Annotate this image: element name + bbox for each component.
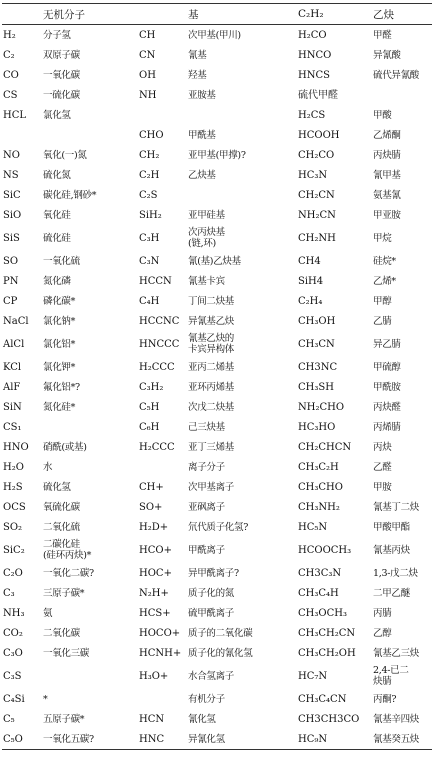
- table-cell: CH₃C₄H: [298, 587, 339, 599]
- table-cell: 水合氢离子: [188, 670, 235, 682]
- table-cell: SiH4: [298, 275, 324, 287]
- table-row: [2, 357, 432, 377]
- table-cell: 一硫化碳: [43, 89, 80, 101]
- table-cell: C₂: [3, 49, 15, 61]
- table-row: [2, 185, 432, 205]
- table-cell: H₂: [3, 29, 16, 41]
- table-cell: CH3NC: [298, 361, 338, 373]
- table-row: [2, 205, 432, 225]
- header-cell: 无机分子: [43, 8, 85, 21]
- table-cell: 氰甲基: [373, 169, 401, 181]
- table-cell: PN: [3, 275, 19, 287]
- table-cell: CH₃CHO: [298, 481, 343, 493]
- table-cell: 异甲酰离子?: [188, 567, 239, 579]
- table-cell: OCS: [3, 501, 26, 513]
- table-cell: 甲酰胺: [373, 381, 401, 393]
- table-cell: [138, 105, 187, 125]
- table-cell: 磷化碳*: [43, 295, 76, 307]
- table-cell: CP: [3, 295, 18, 307]
- table-cell: 1,3-戊二炔: [373, 567, 418, 579]
- table-row: [2, 517, 432, 537]
- table-cell: 一氧化三碳: [43, 647, 90, 659]
- table-row: [2, 729, 432, 750]
- table-cell: 氰化氢: [188, 713, 216, 725]
- table-cell: NaCl: [3, 315, 29, 327]
- table-cell: H₂CCC: [139, 361, 175, 373]
- table-cell: 乙腈: [373, 315, 392, 327]
- table-cell: 异乙腈: [373, 338, 401, 350]
- table-cell: C₂H₄: [298, 295, 323, 307]
- table-cell: 氨基氰: [373, 189, 401, 201]
- table-cell: C₃H: [139, 232, 160, 244]
- table-cell: C₂H: [139, 169, 160, 181]
- table-cell: [187, 185, 297, 205]
- table-cell: 次丙炔基 (链,环): [188, 227, 225, 249]
- table-cell: AlCl: [3, 338, 25, 350]
- table-cell: 亚环丙烯基: [188, 381, 235, 393]
- table-row: [2, 583, 432, 603]
- table-cell: 甲酰离子: [188, 544, 225, 556]
- table-cell: SiC₂: [3, 544, 25, 556]
- table-cell: 二氧化碳: [43, 627, 80, 639]
- table-cell: SiH₂: [139, 209, 162, 221]
- table-cell: HCOOH: [298, 129, 340, 141]
- table-cell: 氮化硅*: [43, 401, 76, 413]
- table-cell: 氰基癸五炔: [373, 733, 420, 745]
- table-cell: C₃S: [3, 670, 22, 682]
- table-cell: 亚丁三烯基: [188, 441, 235, 453]
- table-cell: 离子分子: [188, 461, 225, 473]
- table-row: [2, 377, 432, 397]
- table-cell: 氰基乙炔的 卡宾异构体: [188, 333, 235, 355]
- table-cell: OH: [139, 69, 156, 81]
- table-cell: 甲醇: [373, 295, 392, 307]
- table-row: [2, 251, 432, 271]
- table-cell: 质子化的氰化氢: [188, 647, 253, 659]
- table-cell: HNCS: [298, 69, 330, 81]
- table-row: [2, 65, 432, 85]
- table-cell: C₂O: [3, 567, 23, 579]
- table-cell: HCL: [3, 109, 27, 121]
- table-row: [2, 397, 432, 417]
- table-cell: HC₃HO: [298, 421, 336, 433]
- table-cell: SiN: [3, 401, 22, 413]
- table-cell: HCOOCH₃: [298, 544, 352, 556]
- table-cell: 硫代异氰酸: [373, 69, 420, 81]
- table-cell: 硫化氮: [43, 169, 71, 181]
- table-cell: [138, 689, 187, 709]
- table-cell: 丙腈: [373, 607, 392, 619]
- table-cell: H₂S: [3, 481, 23, 493]
- table-cell: CH4: [298, 255, 321, 267]
- table-row: [2, 497, 432, 517]
- header-cell: [138, 4, 187, 25]
- table-row: [2, 643, 432, 663]
- table-cell: 氮化磷: [43, 275, 71, 287]
- table-cell: 硝酰(或基): [43, 441, 87, 453]
- header-cell: 基: [188, 8, 199, 21]
- table-cell: CH: [139, 29, 156, 41]
- table-cell: CHO: [139, 129, 164, 141]
- table-cell: CH₂CO: [298, 149, 335, 161]
- table-cell: HCS+: [139, 607, 171, 619]
- table-cell: CS: [3, 89, 18, 101]
- table-cell: 氰基卡宾: [188, 275, 225, 287]
- table-cell: N₂H+: [139, 587, 169, 599]
- table-row: [2, 311, 432, 331]
- table-cell: CH₂CHCN: [298, 441, 352, 453]
- table-row: [2, 563, 432, 583]
- table-cell: 次甲基离子: [188, 481, 235, 493]
- table-cell: 甲胺: [373, 481, 392, 493]
- table-cell: 次甲基(甲川): [188, 29, 241, 41]
- table-cell: 氯化钠*: [43, 315, 76, 327]
- table-cell: 乙烯*: [373, 275, 396, 287]
- table-cell: [187, 105, 297, 125]
- table-cell: C₄H: [139, 295, 160, 307]
- table-cell: 异氰酸: [373, 49, 401, 61]
- table-cell: HC₉N: [298, 733, 328, 745]
- table-cell: 亚甲硅基: [188, 209, 225, 221]
- table-cell: 乙醇: [373, 627, 392, 639]
- table-cell: 甲酰基: [188, 129, 216, 141]
- table-cell: H₂CS: [298, 109, 326, 121]
- table-cell: HCCNC: [139, 315, 180, 327]
- table-cell: 丁间二炔基: [188, 295, 235, 307]
- table-cell: 质子化的氮: [188, 587, 235, 599]
- table-row: [2, 271, 432, 291]
- table-cell: CH3CH3CO: [298, 713, 360, 725]
- table-row: [2, 437, 432, 457]
- table-cell: *: [43, 693, 48, 705]
- table-cell: 硫化氢: [43, 481, 71, 493]
- table-row: [2, 709, 432, 729]
- header-cell: C₂H₂: [298, 8, 324, 20]
- table-cell: 乙炔基: [188, 169, 216, 181]
- table-cell: 甲硫醇: [373, 361, 401, 373]
- table-cell: CH₃OCH₃: [298, 607, 347, 619]
- table-cell: 乙醛: [373, 461, 392, 473]
- table-cell: 氯化铝*: [43, 338, 76, 350]
- table-cell: [42, 663, 138, 689]
- table-cell: 丙烯腈: [373, 421, 401, 433]
- table-cell: 氯化钾*: [43, 361, 76, 373]
- table-cell: 双原子碳: [43, 49, 80, 61]
- table-cell: 氰(基)乙炔基: [188, 255, 241, 267]
- table-cell: CH₃CH₂OH: [298, 647, 356, 659]
- table-cell: 有机分子: [188, 693, 225, 705]
- table-cell: [372, 85, 432, 105]
- table-cell: CH₃CH₂CN: [298, 627, 356, 639]
- table-row: [2, 85, 432, 105]
- table-cell: 硫甲酰离子: [188, 607, 235, 619]
- table-cell: CO: [3, 69, 19, 81]
- table-cell: 二氧化硫: [43, 521, 80, 533]
- table-cell: 氰基乙三炔: [373, 647, 420, 659]
- table-cell: 异氰基乙炔: [188, 315, 235, 327]
- table-cell: 氰基丁二炔: [373, 501, 420, 513]
- table-cell: 一氧化二碳?: [43, 567, 94, 579]
- table-cell: NH₃: [3, 607, 25, 619]
- table-cell: NH: [139, 89, 157, 101]
- table-cell: NH₂CHO: [298, 401, 345, 413]
- table-cell: C₄Si: [3, 693, 25, 705]
- table-cell: CH₃NH₂: [298, 501, 340, 513]
- table-row: [2, 537, 432, 563]
- table-cell: CH₂CN: [298, 189, 335, 201]
- table-cell: 硅烷*: [373, 255, 396, 267]
- table-cell: CH3C₃N: [298, 567, 342, 579]
- table-cell: HCN: [139, 713, 165, 725]
- table-cell: 氰基辛四炔: [373, 713, 420, 725]
- table-cell: 亚丙二烯基: [188, 361, 235, 373]
- table-cell: 甲亚胺: [373, 209, 401, 221]
- table-cell: C₅: [3, 713, 15, 725]
- table-cell: 氰基: [188, 49, 207, 61]
- table-cell: NS: [3, 169, 19, 181]
- table-row: [2, 225, 432, 251]
- table-cell: 氧化硅: [43, 209, 71, 221]
- table-cell: C₅H: [139, 401, 160, 413]
- table-cell: CH₃CN: [298, 338, 335, 350]
- table-row: [2, 689, 432, 709]
- table-cell: 甲酸: [373, 109, 392, 121]
- table-cell: 亚甲基(甲撑)?: [188, 149, 246, 161]
- table-row: [2, 331, 432, 357]
- table-cell: C₆H: [139, 421, 160, 433]
- table-cell: C₃: [3, 587, 15, 599]
- table-cell: 甲醛: [373, 29, 392, 41]
- table-cell: C₂S: [139, 189, 158, 201]
- table-cell: HC₅N: [298, 521, 328, 533]
- table-cell: KCl: [3, 361, 22, 373]
- table-cell: H₃O+: [139, 670, 169, 682]
- table-cell: SO: [3, 255, 19, 267]
- table-cell: 异氰化氢: [188, 733, 225, 745]
- table-cell: CH₂: [139, 149, 160, 161]
- table-cell: C₅O: [3, 733, 23, 745]
- table-cell: CH₃C₂H: [298, 461, 339, 473]
- table-row: [2, 291, 432, 311]
- table-cell: 一氧化碳: [43, 69, 80, 81]
- table-cell: HNC: [139, 733, 165, 745]
- table-cell: SiO: [3, 209, 22, 221]
- table-cell: 丙酮?: [373, 693, 397, 705]
- header-cell: [2, 4, 42, 25]
- table-row: [2, 125, 432, 145]
- table-cell: HCNH+: [139, 647, 182, 659]
- table-cell: 己三炔基: [188, 421, 225, 433]
- table-cell: [42, 417, 138, 437]
- table-cell: CH₃OH: [298, 315, 336, 327]
- table-cell: HNCCC: [139, 338, 180, 350]
- table-cell: 氘代质子化氢?: [188, 521, 248, 533]
- table-cell: 甲烷: [373, 232, 392, 244]
- table-cell: C₃H₂: [139, 381, 164, 393]
- table-cell: HOC+: [139, 567, 172, 579]
- table-cell: CH₂NH: [298, 232, 336, 244]
- table-cell: HCO+: [139, 544, 172, 556]
- table-cell: CH₃SH: [298, 381, 334, 393]
- table-cell: 碳化硅,钢砂*: [43, 189, 97, 201]
- table-cell: HOCO+: [139, 627, 181, 639]
- table-body: [2, 25, 432, 750]
- table-cell: NO: [3, 149, 20, 161]
- table-cell: 氯化氢: [43, 109, 71, 121]
- table-cell: SiS: [3, 232, 20, 244]
- table-row: [2, 457, 432, 477]
- table-cell: HC₃N: [298, 169, 328, 181]
- table-cell: 水: [43, 461, 53, 473]
- table-cell: 次戊二炔基: [188, 401, 235, 413]
- table-cell: 丙炔腈: [373, 149, 401, 161]
- table-cell: 二碳化硅 (硅环丙炔)*: [43, 539, 92, 561]
- table-cell: SO₂: [3, 521, 23, 533]
- table-cell: 分子氢: [43, 29, 71, 41]
- molecule-table: [2, 3, 432, 750]
- table-cell: 丙炔醛: [373, 401, 401, 413]
- table-cell: HCCN: [139, 275, 172, 287]
- table-cell: CH+: [139, 481, 164, 493]
- table-row: [2, 165, 432, 185]
- table-cell: 羟基: [188, 69, 207, 81]
- table-cell: 氰基丙炔: [373, 544, 410, 556]
- table-cell: 硫代甲醛: [298, 89, 338, 101]
- header-row: [2, 4, 432, 25]
- table-cell: 氧化(一)氮: [43, 149, 87, 161]
- table-cell: [42, 125, 138, 145]
- table-cell: 丙炔: [373, 441, 392, 453]
- table-cell: C₃N: [139, 255, 160, 267]
- table-cell: 氨: [43, 607, 53, 619]
- table-row: [2, 105, 432, 125]
- table-cell: HNO: [3, 441, 29, 453]
- table-cell: SO+: [139, 501, 163, 513]
- table-cell: CH₃C₄CN: [298, 693, 347, 705]
- table-cell: SiC: [3, 189, 21, 201]
- table-cell: HNCO: [298, 49, 332, 61]
- table-cell: 氟化铝*?: [43, 381, 80, 393]
- table-row: [2, 603, 432, 623]
- table-cell: H₂D+: [139, 521, 169, 533]
- table-row: [2, 25, 432, 46]
- table-cell: 乙烯酮: [373, 129, 401, 141]
- table-cell: NH₂CN: [298, 209, 336, 221]
- table-cell: CO₂: [3, 627, 23, 639]
- table-cell: 甲酸甲酯: [373, 521, 410, 533]
- table-cell: 亚胺基: [188, 89, 216, 101]
- table-cell: H₂CO: [298, 29, 327, 41]
- table-row: [2, 663, 432, 689]
- table-cell: 二甲乙醚: [373, 587, 410, 599]
- header-cell: 乙炔: [373, 8, 394, 21]
- table-cell: 一氧化五碳?: [43, 733, 94, 745]
- table-cell: 五原子碳*: [43, 713, 85, 725]
- table-cell: 2,4-已二 炔腈: [373, 665, 409, 687]
- table-cell: 一氧化硫: [43, 255, 80, 267]
- table-cell: 三原子碳*: [43, 587, 85, 599]
- table-cell: H₂O: [3, 461, 24, 473]
- table-row: [2, 145, 432, 165]
- table-cell: AlF: [3, 381, 21, 393]
- table-row: [2, 417, 432, 437]
- table-cell: [2, 125, 42, 145]
- table-cell: CN: [139, 49, 156, 61]
- table-cell: 氧硫化碳: [43, 501, 80, 513]
- table-row: [2, 623, 432, 643]
- table-cell: 硫化硅: [43, 232, 71, 244]
- table-row: [2, 477, 432, 497]
- table-row: [2, 45, 432, 65]
- table-cell: [138, 457, 187, 477]
- table-cell: 亚砜离子: [188, 501, 225, 513]
- table-cell: C₃O: [3, 647, 23, 659]
- table-cell: CS₁: [3, 421, 22, 433]
- table-cell: H₂CCC: [139, 441, 175, 453]
- table-cell: 质子的二氧化碳: [188, 627, 253, 639]
- table-cell: HC₇N: [298, 670, 328, 682]
